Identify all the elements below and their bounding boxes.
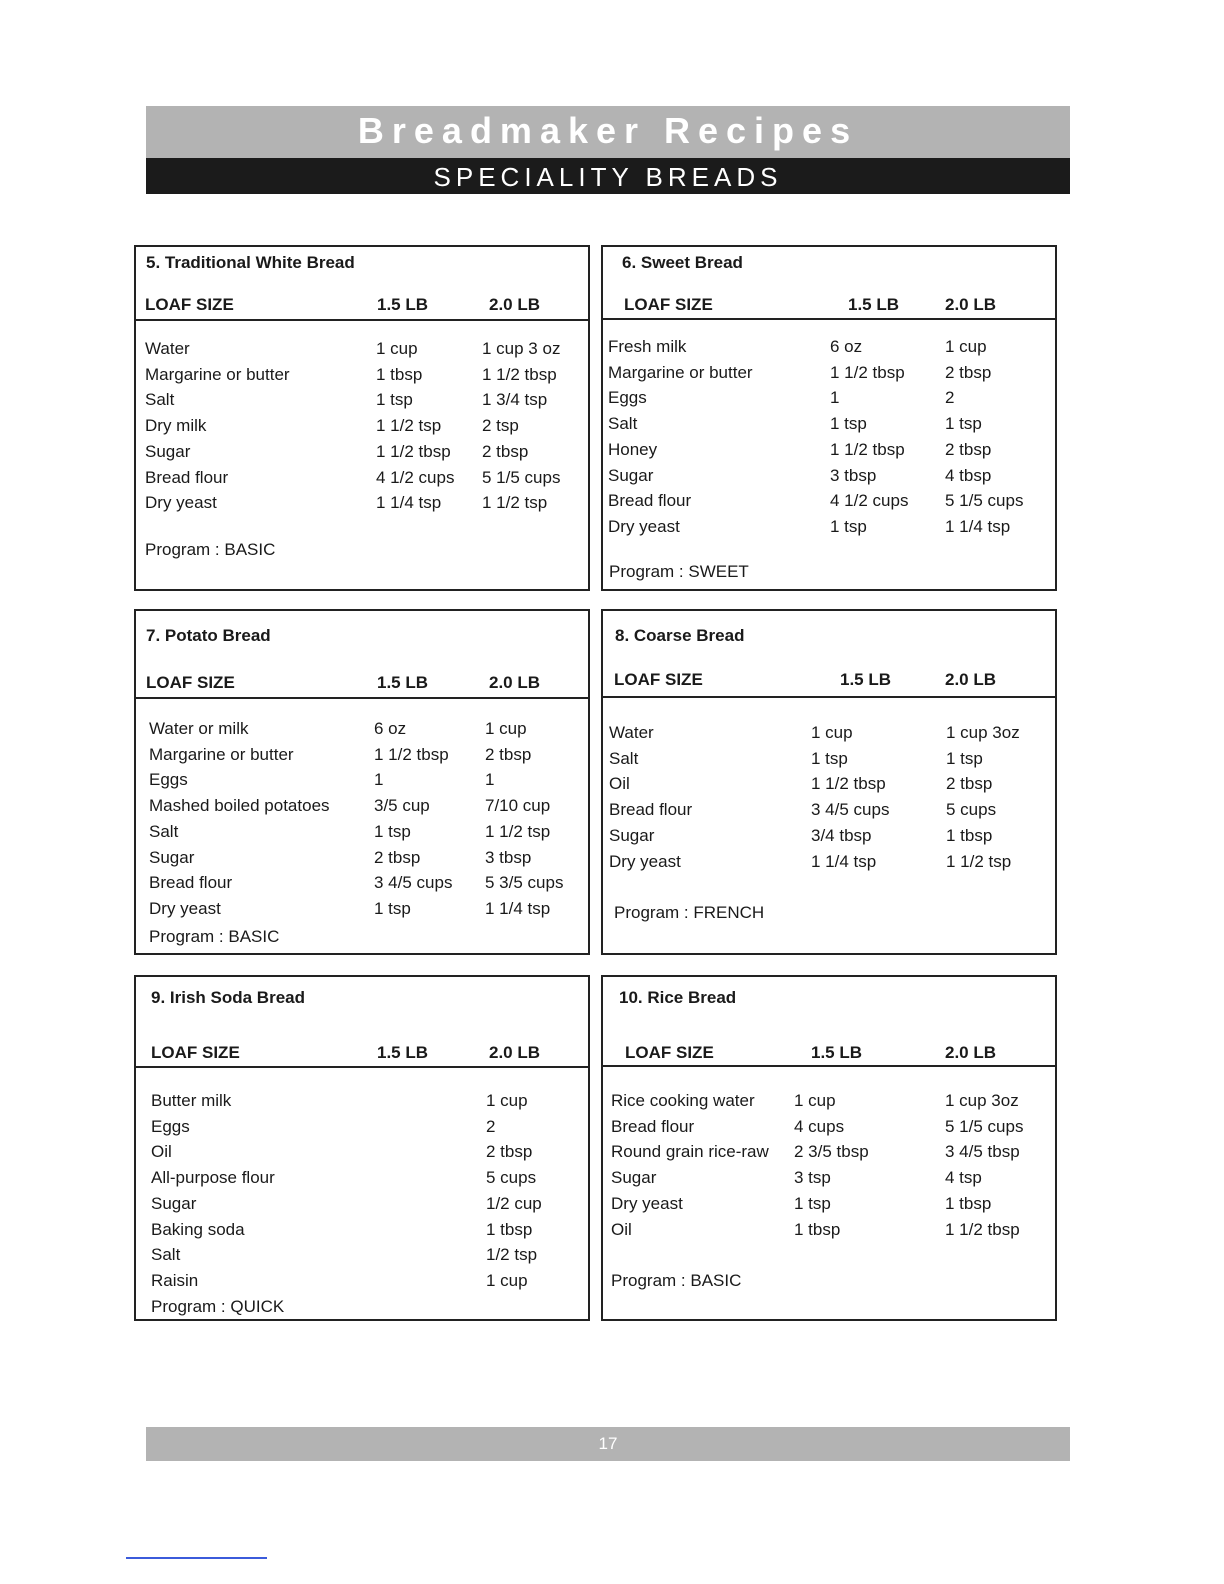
amount-2-0-lb: 1 tsp xyxy=(946,748,983,768)
ingredient-name: Margarine or butter xyxy=(149,744,294,764)
size-1-5-lb-header: 1.5 LB xyxy=(811,1043,863,1062)
size-1-5-lb-header: 1.5 LB xyxy=(377,673,429,692)
amount-2-0-lb: 1/2 tsp xyxy=(486,1245,538,1265)
size-2-0-lb-header: 2.0 LB xyxy=(945,1043,997,1062)
ingredient-name: Round grain rice-raw xyxy=(611,1142,769,1162)
amount-1-5-lb: 1 1/2 tbsp xyxy=(830,439,905,459)
amount-1-5-lb: 1 cup xyxy=(811,723,853,742)
recipe-card xyxy=(601,609,1057,955)
ingredient-name: Sugar xyxy=(609,825,655,845)
amount-1-5-lb: 4 cups xyxy=(794,1116,845,1136)
recipe-title: 8. Coarse Bread xyxy=(615,626,745,645)
amount-1-5-lb: 2 tbsp xyxy=(374,847,421,867)
ingredient-name: Salt xyxy=(609,748,639,768)
header-divider xyxy=(603,1065,1055,1067)
amount-1-5-lb: 1 tsp xyxy=(374,821,411,841)
recipe-card xyxy=(601,245,1057,591)
amount-1-5-lb: 1 xyxy=(374,770,384,790)
amount-2-0-lb: 3 4/5 tbsp xyxy=(945,1142,1020,1162)
ingredient-name: Dry yeast xyxy=(609,851,681,871)
amount-2-0-lb: 1 tbsp xyxy=(945,1193,992,1213)
program-label: Program : BASIC xyxy=(149,927,280,946)
loaf-size-header: LOAF SIZE xyxy=(614,670,703,689)
amount-2-0-lb: 2 tbsp xyxy=(482,441,529,461)
amount-1-5-lb: 3 tsp xyxy=(794,1168,831,1188)
size-1-5-lb-header: 1.5 LB xyxy=(848,295,900,314)
amount-2-0-lb: 5 1/5 cups xyxy=(945,491,1024,511)
amount-2-0-lb: 1 tbsp xyxy=(486,1219,533,1239)
amount-1-5-lb: 6 oz xyxy=(830,337,863,356)
amount-1-5-lb: 1 tsp xyxy=(830,516,867,536)
amount-1-5-lb: 1 tsp xyxy=(374,898,411,918)
size-2-0-lb-header: 2.0 LB xyxy=(489,1043,541,1062)
loaf-size-header: LOAF SIZE xyxy=(145,295,234,314)
ingredient-name: Salt xyxy=(145,390,175,410)
ingredient-name: Water xyxy=(145,339,190,358)
amount-2-0-lb: 1 3/4 tsp xyxy=(482,390,548,410)
ingredient-name: Rice cooking water xyxy=(611,1091,755,1110)
ingredient-name: Dry yeast xyxy=(149,898,221,918)
ingredient-name: Margarine or butter xyxy=(145,364,290,384)
ingredient-name: Salt xyxy=(151,1245,181,1265)
program-label: Program : FRENCH xyxy=(614,903,765,922)
header-divider xyxy=(136,697,588,699)
ingredient-name: Butter milk xyxy=(151,1091,232,1110)
amount-1-5-lb: 6 oz xyxy=(374,719,407,738)
amount-1-5-lb: 1 tsp xyxy=(830,414,867,434)
ingredient-name: Bread flour xyxy=(149,873,233,893)
amount-2-0-lb: 1/2 cup xyxy=(486,1193,542,1213)
loaf-size-header: LOAF SIZE xyxy=(625,1043,714,1062)
ingredient-name: Oil xyxy=(609,774,630,794)
amount-1-5-lb: 1 tbsp xyxy=(794,1219,841,1239)
amount-1-5-lb: 3/4 tbsp xyxy=(811,825,872,845)
decorative-underline xyxy=(126,1557,267,1559)
ingredient-name: Bread flour xyxy=(608,491,692,511)
ingredient-name: Bread flour xyxy=(145,467,229,487)
amount-1-5-lb: 1 tbsp xyxy=(376,364,423,384)
amount-2-0-lb: 1 cup xyxy=(485,719,527,738)
amount-1-5-lb: 1 1/2 tbsp xyxy=(830,362,905,382)
program-label: Program : BASIC xyxy=(145,540,276,559)
amount-1-5-lb: 3 4/5 cups xyxy=(811,800,890,820)
size-2-0-lb-header: 2.0 LB xyxy=(945,670,997,689)
amount-1-5-lb: 4 1/2 cups xyxy=(830,491,909,511)
section-subtitle: SPECIALITY BREADS xyxy=(146,158,1070,194)
ingredient-name: Baking soda xyxy=(151,1219,245,1239)
ingredient-name: Eggs xyxy=(151,1116,190,1136)
amount-2-0-lb: 1 cup xyxy=(486,1270,528,1290)
amount-2-0-lb: 2 tbsp xyxy=(485,744,532,764)
amount-2-0-lb: 1 cup 3 oz xyxy=(482,339,561,358)
amount-2-0-lb: 5 cups xyxy=(486,1168,537,1188)
amount-2-0-lb: 1 cup 3oz xyxy=(945,1091,1019,1110)
size-2-0-lb-header: 2.0 LB xyxy=(489,295,541,314)
ingredient-name: Sugar xyxy=(149,847,195,867)
size-2-0-lb-header: 2.0 LB xyxy=(489,673,541,692)
header-divider xyxy=(136,319,588,321)
ingredient-name: Mashed boiled potatoes xyxy=(149,796,330,816)
ingredient-name: Honey xyxy=(608,439,658,459)
header-divider xyxy=(603,696,1055,698)
amount-2-0-lb: 2 tbsp xyxy=(945,362,992,382)
ingredient-name: Water xyxy=(609,723,654,742)
amount-1-5-lb: 1 1/4 tsp xyxy=(376,493,442,513)
program-label: Program : SWEET xyxy=(609,562,749,581)
ingredient-name: Fresh milk xyxy=(608,337,687,356)
ingredient-name: Dry yeast xyxy=(608,516,680,536)
amount-2-0-lb: 2 tbsp xyxy=(946,774,993,794)
ingredient-name: Salt xyxy=(149,821,179,841)
amount-1-5-lb: 1 cup xyxy=(794,1091,836,1110)
amount-1-5-lb: 3 4/5 cups xyxy=(374,873,453,893)
amount-1-5-lb: 1 1/2 tbsp xyxy=(374,744,449,764)
ingredient-name: Bread flour xyxy=(611,1116,695,1136)
header-divider xyxy=(603,318,1055,320)
ingredient-name: Oil xyxy=(151,1142,172,1162)
recipe-title: 6. Sweet Bread xyxy=(622,253,743,272)
amount-2-0-lb: 1 1/2 tsp xyxy=(482,493,548,513)
page-title: Breadmaker Recipes xyxy=(146,106,1070,158)
ingredient-name: Dry yeast xyxy=(145,493,217,513)
ingredient-name: Eggs xyxy=(608,388,647,408)
ingredient-name: Dry milk xyxy=(145,416,207,436)
size-2-0-lb-header: 2.0 LB xyxy=(945,295,997,314)
amount-1-5-lb: 1 xyxy=(830,388,840,408)
amount-2-0-lb: 1 cup xyxy=(945,337,987,356)
ingredient-name: Eggs xyxy=(149,770,188,790)
amount-2-0-lb: 1 1/2 tbsp xyxy=(482,364,557,384)
amount-2-0-lb: 7/10 cup xyxy=(485,796,551,816)
recipe-title: 5. Traditional White Bread xyxy=(146,253,355,272)
amount-2-0-lb: 1 cup 3oz xyxy=(946,723,1020,742)
amount-2-0-lb: 1 1/2 tsp xyxy=(946,851,1012,871)
program-label: Program : QUICK xyxy=(151,1297,285,1316)
ingredient-name: Sugar xyxy=(608,465,654,485)
header-divider xyxy=(136,1066,588,1068)
ingredient-name: Sugar xyxy=(611,1168,657,1188)
loaf-size-header: LOAF SIZE xyxy=(624,295,713,314)
amount-2-0-lb: 5 3/5 cups xyxy=(485,873,564,893)
amount-1-5-lb: 1 cup xyxy=(376,339,418,358)
recipe-title: 7. Potato Bread xyxy=(146,626,271,645)
amount-2-0-lb: 1 xyxy=(485,770,495,790)
amount-2-0-lb: 4 tbsp xyxy=(945,465,992,485)
amount-2-0-lb: 1 1/4 tsp xyxy=(945,516,1011,536)
amount-2-0-lb: 2 xyxy=(486,1116,496,1136)
amount-1-5-lb: 4 1/2 cups xyxy=(376,467,455,487)
amount-1-5-lb: 3/5 cup xyxy=(374,796,430,816)
ingredient-name: Water or milk xyxy=(149,719,249,738)
amount-1-5-lb: 1 1/2 tsp xyxy=(376,416,442,436)
amount-2-0-lb: 5 1/5 cups xyxy=(945,1116,1024,1136)
page-number: 17 xyxy=(146,1427,1070,1461)
ingredient-name: Sugar xyxy=(145,441,191,461)
recipe-card xyxy=(134,609,590,955)
ingredient-name: Oil xyxy=(611,1219,632,1239)
amount-2-0-lb: 4 tsp xyxy=(945,1168,982,1188)
size-1-5-lb-header: 1.5 LB xyxy=(840,670,892,689)
amount-1-5-lb: 3 tbsp xyxy=(830,465,877,485)
ingredient-name: Sugar xyxy=(151,1193,197,1213)
recipe-card xyxy=(134,245,590,591)
ingredient-name: All-purpose flour xyxy=(151,1168,275,1188)
amount-2-0-lb: 1 tsp xyxy=(945,414,982,434)
amount-1-5-lb: 1 tsp xyxy=(794,1193,831,1213)
amount-2-0-lb: 3 tbsp xyxy=(485,847,532,867)
amount-1-5-lb: 2 3/5 tbsp xyxy=(794,1142,869,1162)
ingredient-name: Margarine or butter xyxy=(608,362,753,382)
recipe-card xyxy=(601,975,1057,1321)
amount-2-0-lb: 2 tbsp xyxy=(486,1142,533,1162)
amount-1-5-lb: 1 1/4 tsp xyxy=(811,851,877,871)
amount-2-0-lb: 2 xyxy=(945,388,955,408)
recipe-card xyxy=(134,975,590,1321)
amount-2-0-lb: 1 1/2 tsp xyxy=(485,821,551,841)
loaf-size-header: LOAF SIZE xyxy=(151,1043,240,1062)
amount-2-0-lb: 1 1/2 tbsp xyxy=(945,1219,1020,1239)
ingredient-name: Bread flour xyxy=(609,800,693,820)
amount-2-0-lb: 1 cup xyxy=(486,1091,528,1110)
amount-1-5-lb: 1 1/2 tbsp xyxy=(811,774,886,794)
amount-1-5-lb: 1 tsp xyxy=(811,748,848,768)
amount-2-0-lb: 2 tsp xyxy=(482,416,519,436)
recipe-title: 10. Rice Bread xyxy=(619,988,737,1007)
program-label: Program : BASIC xyxy=(611,1271,742,1290)
amount-2-0-lb: 5 cups xyxy=(946,800,997,820)
amount-1-5-lb: 1 1/2 tbsp xyxy=(376,441,451,461)
size-1-5-lb-header: 1.5 LB xyxy=(377,1043,429,1062)
ingredient-name: Dry yeast xyxy=(611,1193,683,1213)
ingredient-name: Salt xyxy=(608,414,638,434)
ingredient-name: Raisin xyxy=(151,1270,199,1290)
size-1-5-lb-header: 1.5 LB xyxy=(377,295,429,314)
amount-2-0-lb: 5 1/5 cups xyxy=(482,467,561,487)
recipe-title: 9. Irish Soda Bread xyxy=(151,988,305,1007)
amount-2-0-lb: 1 1/4 tsp xyxy=(485,898,551,918)
amount-2-0-lb: 1 tbsp xyxy=(946,825,993,845)
amount-1-5-lb: 1 tsp xyxy=(376,390,413,410)
amount-2-0-lb: 2 tbsp xyxy=(945,439,992,459)
loaf-size-header: LOAF SIZE xyxy=(146,673,235,692)
